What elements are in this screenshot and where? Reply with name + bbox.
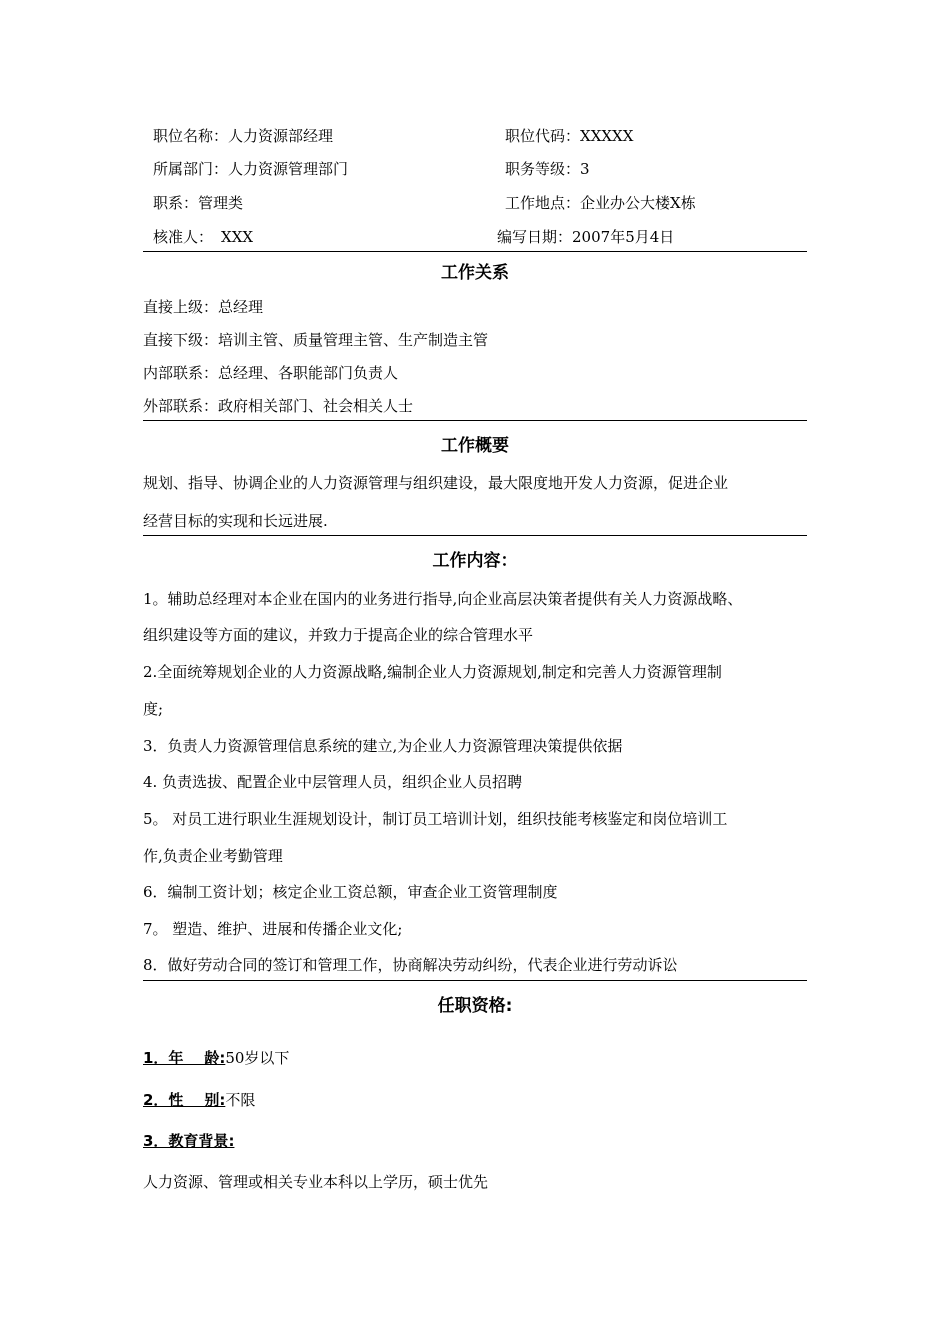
duty-line: 组织建设等方面的建议，并致力于提高企业的综合管理水平 bbox=[143, 626, 534, 644]
age-value: 50岁以下 bbox=[225, 1049, 290, 1067]
approver-value: XXX bbox=[221, 228, 254, 246]
grade-row bbox=[505, 159, 590, 179]
department-row bbox=[153, 159, 348, 179]
approver-row bbox=[153, 227, 253, 247]
gender-value: 不限 bbox=[225, 1091, 256, 1109]
divider bbox=[143, 420, 807, 421]
internal-contact-line: 内部联系：总经理、各职能部门负责人 bbox=[143, 364, 399, 382]
date-label: 编写日期： bbox=[497, 228, 573, 246]
relations-heading: 工作关系 bbox=[441, 263, 509, 283]
education-label: 3．教育背景: bbox=[143, 1132, 235, 1150]
duty-line: 1。辅助总经理对本企业在国内的业务进行指导,向企业高层决策者提供有关人力资源战略、 bbox=[143, 590, 743, 608]
duty-line: 8．做好劳动合同的签订和管理工作，协商解决劳动纠纷，代表企业进行劳动诉讼 bbox=[143, 956, 678, 974]
external-contact-line: 外部联系：政府相关部门、社会相关人士 bbox=[143, 397, 414, 415]
duties-heading: 工作内容： bbox=[432, 551, 518, 571]
position-title-row bbox=[153, 126, 333, 146]
job-family-row bbox=[153, 193, 243, 213]
position-title-label: 职位名称： bbox=[153, 127, 229, 145]
grade-label: 职务等级： bbox=[505, 160, 581, 178]
date-value: 2007年5月4日 bbox=[572, 228, 675, 246]
education-value: 人力资源、管理或相关专业本科以上学历，硕士优先 bbox=[143, 1173, 489, 1191]
position-title-value: 人力资源部经理 bbox=[228, 127, 334, 145]
department-value: 人力资源管理部门 bbox=[228, 160, 349, 178]
duty-line: 4. 负责选拔、配置企业中层管理人员，组织企业人员招聘 bbox=[143, 773, 523, 791]
location-value: 企业办公大楼X栋 bbox=[580, 194, 696, 212]
summary-line: 经营目标的实现和长远进展. bbox=[143, 512, 328, 530]
duty-line: 度; bbox=[143, 700, 164, 718]
location-row bbox=[505, 193, 696, 213]
location-label: 工作地点： bbox=[505, 194, 581, 212]
divider bbox=[143, 251, 807, 252]
job-family-value: 管理类 bbox=[198, 194, 244, 212]
gender-row bbox=[143, 1090, 255, 1110]
position-code-value: XXXXX bbox=[580, 127, 634, 145]
age-row bbox=[143, 1048, 289, 1068]
age-label: 1．年 龄: bbox=[143, 1049, 226, 1067]
superior-line: 直接上级：总经理 bbox=[143, 298, 264, 316]
job-family-label: 职系： bbox=[153, 194, 199, 212]
grade-value: 3 bbox=[580, 160, 590, 178]
summary-heading: 工作概要 bbox=[441, 436, 509, 456]
department-label: 所属部门： bbox=[153, 160, 229, 178]
approver-label: 核准人： bbox=[153, 228, 214, 246]
duty-line: 2.全面统筹规划企业的人力资源战略,编制企业人力资源规划,制定和完善人力资源管理制 bbox=[143, 663, 722, 681]
duty-line: 5。 对员工进行职业生涯规划设计，制订员工培训计划，组织技能考核鉴定和岗位培训工 bbox=[143, 810, 728, 828]
position-code-row bbox=[505, 126, 633, 146]
education-label-row bbox=[143, 1131, 234, 1151]
position-code-label: 职位代码： bbox=[505, 127, 581, 145]
gender-label: 2．性 别: bbox=[143, 1091, 226, 1109]
qualifications-heading: 任职资格: bbox=[437, 996, 513, 1016]
duty-line: 7。 塑造、维护、进展和传播企业文化; bbox=[143, 920, 403, 938]
summary-line: 规划、指导、协调企业的人力资源管理与组织建设，最大限度地开发人力资源，促进企业 bbox=[143, 474, 729, 492]
duty-line: 作,负责企业考勤管理 bbox=[143, 847, 283, 865]
subordinate-line: 直接下级：培训主管、质量管理主管、生产制造主管 bbox=[143, 331, 489, 349]
date-row bbox=[497, 227, 674, 247]
divider bbox=[143, 535, 807, 536]
duty-line: 3．负责人力资源管理信息系统的建立,为企业人力资源管理决策提供依据 bbox=[143, 737, 623, 755]
duty-line: 6．编制工资计划；核定企业工资总额，审查企业工资管理制度 bbox=[143, 883, 558, 901]
divider bbox=[143, 980, 807, 981]
